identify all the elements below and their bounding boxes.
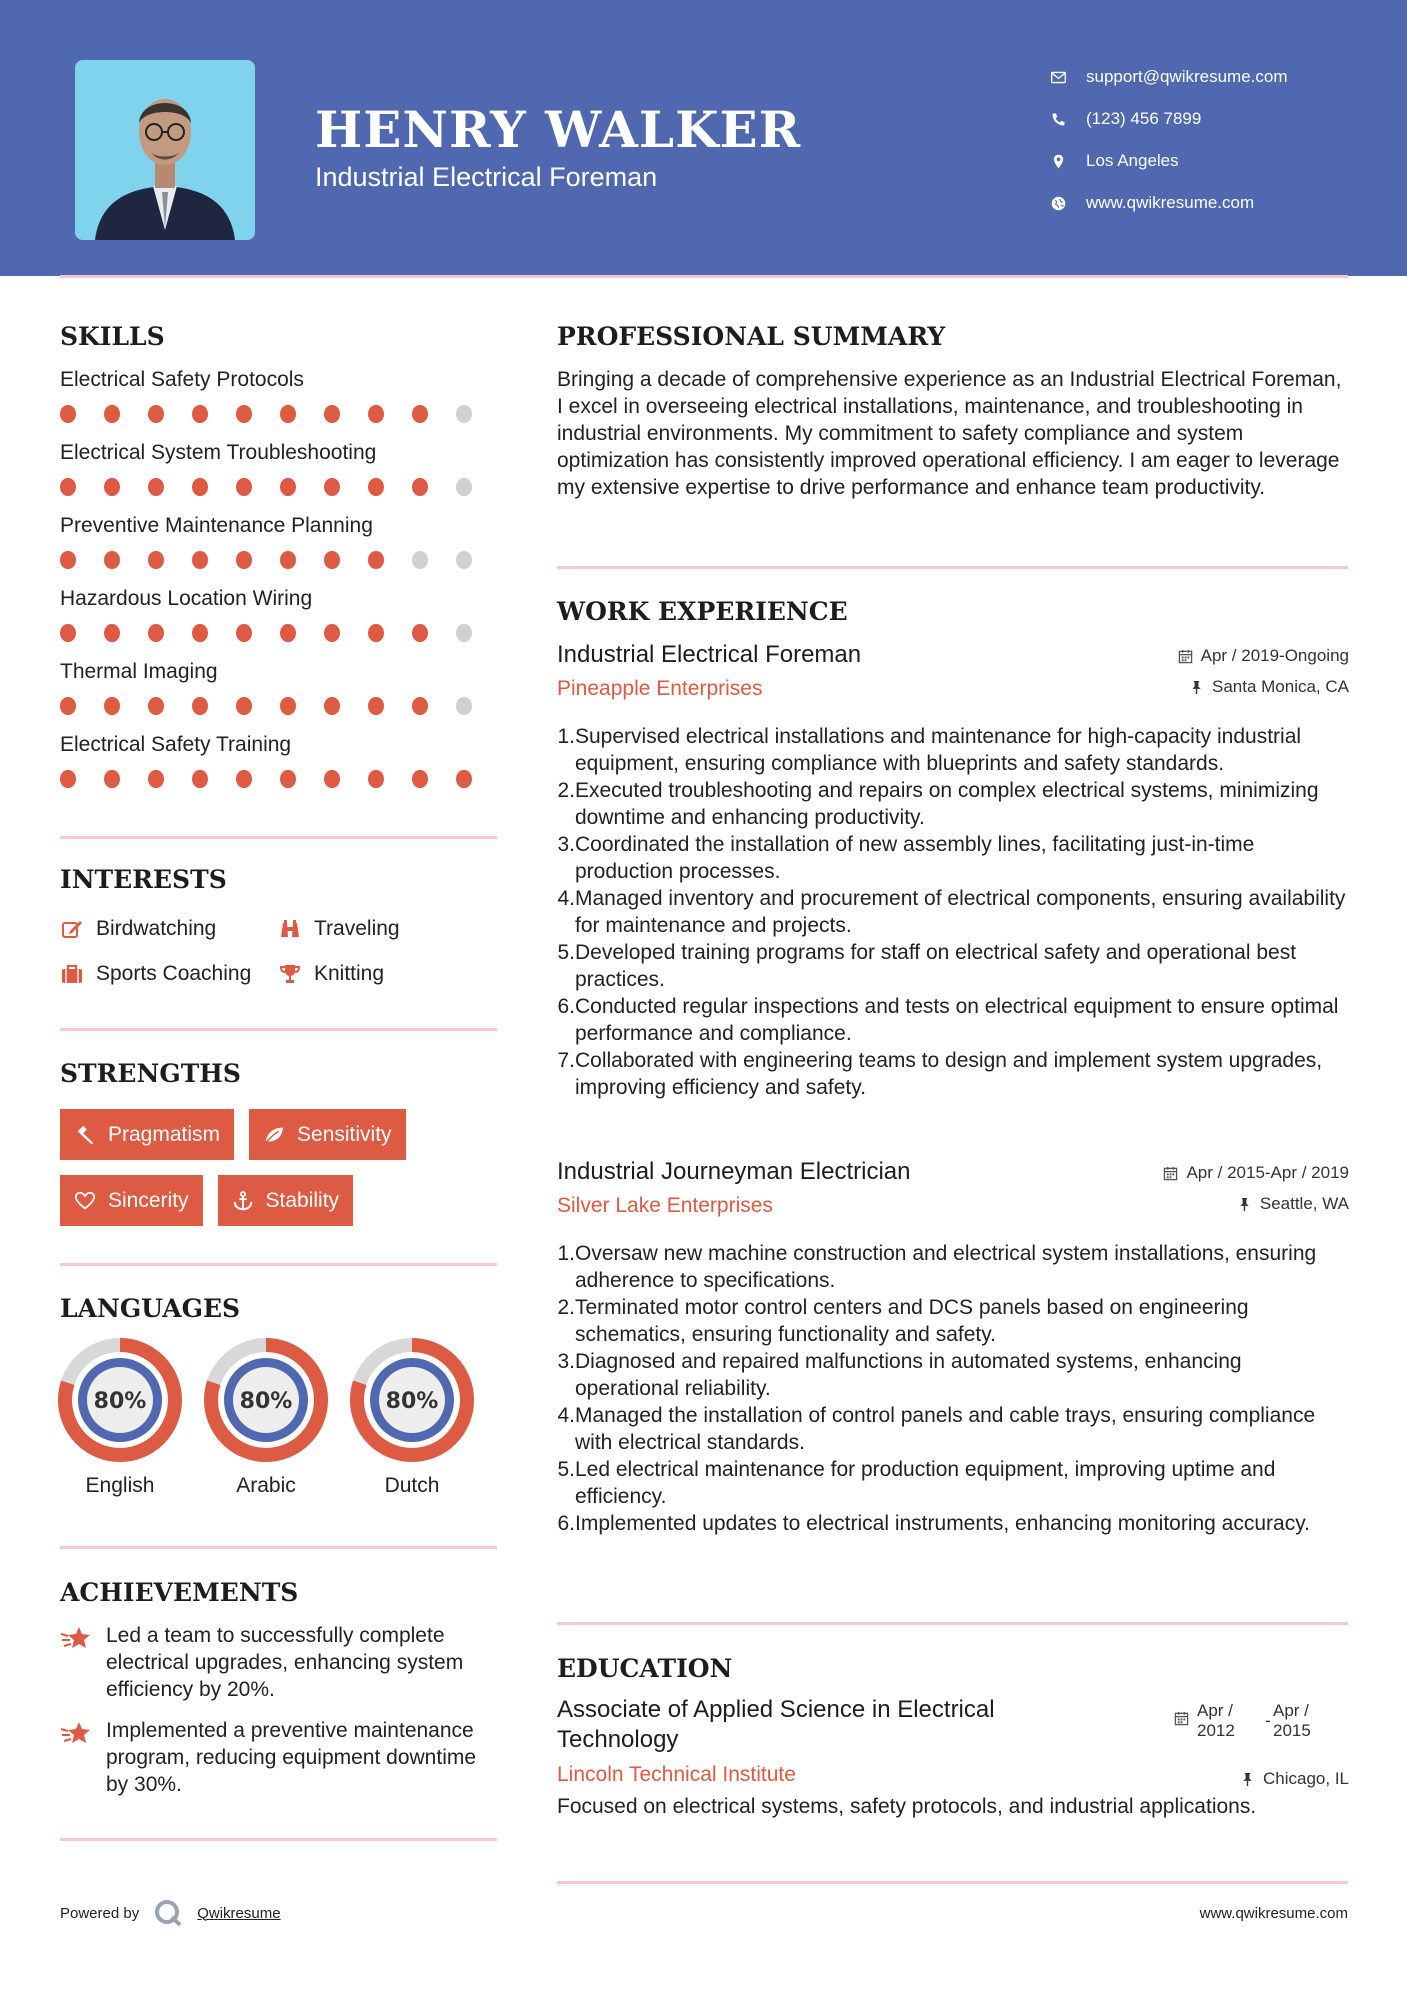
bullet-number: 6. bbox=[557, 995, 575, 1018]
achievement-text: Implemented a preventive maintenance program, reducing equipment downtime by 30%. bbox=[106, 1719, 477, 1796]
pushpin-icon bbox=[1237, 1197, 1252, 1212]
job-bullet bbox=[557, 1402, 1349, 1456]
rating-dot-filled bbox=[236, 405, 252, 423]
skills-list bbox=[60, 365, 500, 803]
language-name: Dutch bbox=[384, 1474, 440, 1497]
bullet-number: 2. bbox=[557, 1296, 575, 1319]
bullet-number: 5. bbox=[557, 941, 575, 964]
interest-label: Birdwatching bbox=[96, 916, 217, 940]
job-company: Silver Lake Enterprises bbox=[557, 1194, 773, 1217]
rating-dot-empty bbox=[412, 551, 428, 569]
contact-email[interactable] bbox=[1050, 56, 1380, 98]
languages-list bbox=[58, 1338, 498, 1498]
job-date bbox=[1178, 646, 1349, 666]
bullet-text: Led electrical maintenance for production equipment, improving uptime and efficiency. bbox=[575, 1458, 1276, 1508]
leaf-icon bbox=[263, 1124, 285, 1146]
bullet-number: 5. bbox=[557, 1458, 575, 1481]
rating-dot-filled bbox=[148, 697, 164, 715]
language-item bbox=[204, 1338, 350, 1498]
rating-dot-filled bbox=[60, 697, 76, 715]
education-description: Focused on electrical systems, safety protocols, and industrial applications. bbox=[557, 1795, 1257, 1818]
rating-dot-filled bbox=[104, 697, 120, 715]
rating-dot-filled bbox=[368, 624, 384, 642]
rating-dot-empty bbox=[456, 478, 472, 496]
star-award-icon bbox=[60, 1625, 92, 1651]
job-bullet bbox=[557, 1294, 1349, 1348]
interest-item bbox=[278, 917, 400, 941]
rating-dot-filled bbox=[60, 624, 76, 642]
language-gauge bbox=[204, 1338, 328, 1462]
achievement-item bbox=[60, 1622, 500, 1703]
education-location bbox=[1240, 1769, 1349, 1789]
header bbox=[0, 0, 1407, 276]
strengths-divider bbox=[60, 1263, 497, 1266]
rating-dot-filled bbox=[104, 770, 120, 788]
bullet-text: Terminated motor control centers and DCS panels based on engineering schematics, ensuring functionality and safety. bbox=[575, 1296, 1249, 1346]
rating-dot-filled bbox=[236, 770, 252, 788]
skill-item bbox=[60, 438, 500, 511]
powered-by-label: Powered by bbox=[60, 1904, 140, 1922]
job-date bbox=[1163, 1163, 1349, 1183]
education-start-month: Apr / bbox=[1197, 1701, 1233, 1720]
gauge-label: 80% bbox=[385, 1389, 439, 1414]
interest-label: Traveling bbox=[314, 916, 400, 940]
rating-dot-filled bbox=[280, 624, 296, 642]
achievements-list bbox=[60, 1622, 500, 1812]
rating-dot-filled bbox=[60, 478, 76, 496]
rating-dot-filled bbox=[236, 478, 252, 496]
skill-item bbox=[60, 584, 500, 657]
briefcase-icon bbox=[60, 962, 84, 986]
rating-dot-filled bbox=[280, 478, 296, 496]
skill-rating bbox=[60, 541, 500, 579]
bullet-number: 1. bbox=[557, 1242, 575, 1265]
skill-rating bbox=[60, 614, 500, 652]
footer-website[interactable]: www.qwikresume.com bbox=[1199, 1905, 1348, 1922]
calendar-icon bbox=[1178, 649, 1193, 664]
gauge-label: 80% bbox=[239, 1389, 293, 1414]
gauge-label: 80% bbox=[93, 1389, 147, 1414]
rating-dot-filled bbox=[60, 770, 76, 788]
job-bullets bbox=[557, 1240, 1349, 1537]
rating-dot-filled bbox=[60, 405, 76, 423]
bullet-number: 4. bbox=[557, 887, 575, 910]
skill-rating bbox=[60, 468, 500, 506]
rating-dot-filled bbox=[280, 770, 296, 788]
bullet-number: 3. bbox=[557, 833, 575, 856]
rating-dot-filled bbox=[192, 624, 208, 642]
bullet-number: 6. bbox=[557, 1512, 575, 1535]
skills-heading: SKILLS bbox=[60, 322, 165, 351]
languages-heading: LANGUAGES bbox=[60, 1294, 241, 1323]
phone-icon bbox=[1050, 111, 1086, 128]
rating-dot-empty bbox=[456, 697, 472, 715]
skill-rating bbox=[60, 687, 500, 725]
rating-dot-filled bbox=[104, 478, 120, 496]
interest-item bbox=[278, 962, 384, 986]
bullet-text: Managed inventory and procurement of electrical components, ensuring availability for maintenance and projects. bbox=[575, 887, 1346, 937]
rating-dot-filled bbox=[148, 770, 164, 788]
rating-dot-filled bbox=[456, 770, 472, 788]
summary-divider bbox=[557, 566, 1348, 569]
rating-dot-filled bbox=[280, 697, 296, 715]
job-bullet bbox=[557, 939, 1349, 993]
bullet-text: Coordinated the installation of new assembly lines, facilitating just-in-time production processes. bbox=[575, 833, 1255, 883]
rating-dot-filled bbox=[192, 405, 208, 423]
skills-divider bbox=[60, 836, 497, 839]
skill-name: Thermal Imaging bbox=[60, 660, 218, 683]
job-bullet bbox=[557, 1348, 1349, 1402]
pushpin-icon bbox=[1189, 680, 1204, 695]
rating-dot-empty bbox=[456, 405, 472, 423]
education-start-year: 2012 bbox=[1197, 1721, 1235, 1740]
rating-dot-filled bbox=[192, 770, 208, 788]
job-bullet bbox=[557, 1240, 1349, 1294]
skill-item bbox=[60, 730, 500, 803]
skill-name: Electrical Safety Training bbox=[60, 733, 292, 756]
strength-label: Pragmatism bbox=[108, 1122, 221, 1146]
job-location-text: Santa Monica, CA bbox=[1211, 677, 1349, 696]
job-date-text: Apr / 2019-Ongoing bbox=[1200, 646, 1349, 665]
education-location-text: Chicago, IL bbox=[1263, 1769, 1349, 1788]
bullet-number: 7. bbox=[557, 1049, 575, 1072]
experience-heading: WORK EXPERIENCE bbox=[557, 597, 848, 626]
language-item bbox=[58, 1338, 204, 1498]
education-end-date bbox=[1265, 1701, 1333, 1741]
rating-dot-filled bbox=[368, 478, 384, 496]
rating-dot-filled bbox=[148, 551, 164, 569]
bullet-number: 3. bbox=[557, 1350, 575, 1373]
footer-powered-by bbox=[60, 1898, 281, 1928]
job-date-text: Apr / 2015-Apr / 2019 bbox=[1186, 1163, 1349, 1182]
interests-heading: INTERESTS bbox=[60, 865, 227, 894]
qwikresume-logo-icon bbox=[153, 1898, 183, 1928]
heart-icon bbox=[74, 1190, 96, 1212]
contact-phone-text: (123) 456 7899 bbox=[1086, 109, 1202, 128]
rating-dot-filled bbox=[148, 478, 164, 496]
skill-name: Electrical Safety Protocols bbox=[60, 368, 304, 391]
bullet-text: Conducted regular inspections and tests on electrical equipment to ensure optimal performance and compliance. bbox=[575, 995, 1339, 1045]
education-date bbox=[1174, 1701, 1333, 1741]
strength-label: Sincerity bbox=[108, 1188, 189, 1212]
job-company: Pineapple Enterprises bbox=[557, 677, 763, 700]
rating-dot-filled bbox=[236, 624, 252, 642]
rating-dot-filled bbox=[368, 551, 384, 569]
calendar-icon bbox=[1174, 1711, 1189, 1726]
rating-dot-filled bbox=[192, 478, 208, 496]
rating-dot-filled bbox=[368, 770, 384, 788]
experience-divider bbox=[557, 1622, 1348, 1625]
rating-dot-filled bbox=[324, 697, 340, 715]
rating-dot-filled bbox=[192, 697, 208, 715]
rating-dot-filled bbox=[368, 405, 384, 423]
interest-item bbox=[60, 917, 278, 941]
anchor-icon bbox=[232, 1190, 254, 1212]
bullet-number: 2. bbox=[557, 779, 575, 802]
bullet-text: Diagnosed and repaired malfunctions in automated systems, enhancing operational reliability. bbox=[575, 1350, 1242, 1400]
rating-dot-filled bbox=[324, 405, 340, 423]
contact-website[interactable] bbox=[1050, 182, 1380, 224]
bullet-text: Collaborated with engineering teams to design and implement system upgrades, improving efficiency and safety. bbox=[575, 1049, 1323, 1099]
education-divider bbox=[557, 1881, 1348, 1884]
rating-dot-filled bbox=[236, 551, 252, 569]
rating-dot-filled bbox=[324, 770, 340, 788]
skill-item bbox=[60, 511, 500, 584]
rating-dot-filled bbox=[104, 405, 120, 423]
bullet-number: 1. bbox=[557, 725, 575, 748]
rating-dot-empty bbox=[456, 624, 472, 642]
header-divider bbox=[60, 275, 1348, 278]
strengths-list bbox=[60, 1109, 500, 1241]
interest-item bbox=[60, 962, 278, 986]
job-entry bbox=[557, 1158, 1349, 1537]
contact-website-text: www.qwikresume.com bbox=[1086, 193, 1255, 212]
job-location bbox=[1237, 1194, 1349, 1214]
binoculars-icon bbox=[278, 917, 302, 941]
strength-badge bbox=[218, 1175, 354, 1226]
profile-photo bbox=[75, 60, 255, 240]
contact-email-text: support@qwikresume.com bbox=[1086, 67, 1288, 86]
skill-rating bbox=[60, 395, 500, 433]
language-gauge bbox=[350, 1338, 474, 1462]
map-pin-icon bbox=[1050, 153, 1086, 170]
edit-icon bbox=[60, 917, 84, 941]
contact-location-text: Los Angeles bbox=[1086, 151, 1179, 170]
job-location bbox=[1189, 677, 1349, 697]
bullet-text: Developed training programs for staff on electrical safety and operational best practices. bbox=[575, 941, 1297, 991]
skill-item bbox=[60, 365, 500, 438]
interests-divider bbox=[60, 1028, 497, 1031]
rating-dot-filled bbox=[104, 551, 120, 569]
strength-label: Sensitivity bbox=[297, 1122, 392, 1146]
job-bullet bbox=[557, 723, 1349, 777]
pushpin-icon bbox=[1240, 1772, 1255, 1787]
rating-dot-filled bbox=[104, 624, 120, 642]
rating-dot-filled bbox=[60, 551, 76, 569]
trophy-icon bbox=[278, 962, 302, 986]
bullet-number: 4. bbox=[557, 1404, 575, 1427]
job-title: Industrial Electrical Foreman bbox=[557, 641, 862, 668]
rating-dot-filled bbox=[280, 551, 296, 569]
achievement-text: Led a team to successfully complete electrical upgrades, enhancing system efficiency by 20%. bbox=[106, 1624, 464, 1701]
interest-label: Sports Coaching bbox=[96, 961, 252, 985]
rating-dot-filled bbox=[412, 405, 428, 423]
strengths-heading: STRENGTHS bbox=[60, 1059, 241, 1088]
language-name: Arabic bbox=[236, 1474, 296, 1497]
strength-label: Stability bbox=[265, 1188, 340, 1212]
job-location-text: Seattle, WA bbox=[1259, 1194, 1349, 1213]
languages-divider bbox=[60, 1546, 497, 1549]
rating-dot-filled bbox=[280, 405, 296, 423]
skill-name: Preventive Maintenance Planning bbox=[60, 514, 373, 537]
job-bullet bbox=[557, 777, 1349, 831]
education-start-date bbox=[1197, 1701, 1253, 1741]
job-bullets bbox=[557, 723, 1349, 1101]
rating-dot-filled bbox=[236, 697, 252, 715]
interest-label: Knitting bbox=[314, 961, 385, 985]
strength-badge bbox=[60, 1175, 203, 1226]
qwikresume-link[interactable]: Qwikresume bbox=[197, 1904, 281, 1922]
education-heading: EDUCATION bbox=[557, 1654, 733, 1683]
job-bullet bbox=[557, 831, 1349, 885]
gavel-icon bbox=[74, 1124, 96, 1146]
contact-location bbox=[1050, 140, 1380, 182]
job-bullet bbox=[557, 885, 1349, 939]
job-title: Industrial Journeyman Electrician bbox=[557, 1158, 911, 1185]
skill-name: Electrical System Troubleshooting bbox=[60, 441, 377, 464]
education-date-separator: - bbox=[1265, 1711, 1271, 1730]
rating-dot-filled bbox=[192, 551, 208, 569]
bullet-text: Executed troubleshooting and repairs on complex electrical systems, minimizing downtime and enhancing productivity. bbox=[575, 779, 1319, 829]
rating-dot-filled bbox=[412, 770, 428, 788]
skill-rating bbox=[60, 760, 500, 798]
language-name: English bbox=[85, 1474, 155, 1497]
candidate-title: Industrial Electrical Foreman bbox=[315, 162, 658, 192]
job-bullet bbox=[557, 1510, 1349, 1537]
rating-dot-empty bbox=[456, 551, 472, 569]
education-end-year: 2015 bbox=[1273, 1721, 1311, 1740]
achievements-heading: ACHIEVEMENTS bbox=[60, 1578, 299, 1607]
interests-list bbox=[60, 906, 500, 996]
contact-phone[interactable] bbox=[1050, 98, 1380, 140]
achievements-divider bbox=[60, 1838, 497, 1841]
language-item bbox=[350, 1338, 496, 1498]
strength-badge bbox=[60, 1109, 234, 1160]
strength-badge bbox=[249, 1109, 406, 1160]
rating-dot-filled bbox=[148, 405, 164, 423]
star-award-icon bbox=[60, 1720, 92, 1746]
bullet-text: Implemented updates to electrical instruments, enhancing monitoring accuracy. bbox=[575, 1512, 1310, 1535]
rating-dot-filled bbox=[368, 697, 384, 715]
education-degree: Associate of Applied Science in Electrical Technology bbox=[557, 1696, 995, 1753]
rating-dot-filled bbox=[412, 478, 428, 496]
education-end-month: Apr / bbox=[1273, 1701, 1309, 1720]
rating-dot-filled bbox=[412, 624, 428, 642]
job-entry bbox=[557, 641, 1349, 1101]
envelope-icon bbox=[1050, 69, 1086, 86]
rating-dot-filled bbox=[324, 478, 340, 496]
education-entry bbox=[557, 1695, 1349, 1819]
job-bullet bbox=[557, 1047, 1349, 1101]
globe-icon bbox=[1050, 195, 1086, 212]
rating-dot-filled bbox=[412, 697, 428, 715]
summary-text: Bringing a decade of comprehensive experience as an Industrial Electrical Foreman, I excel in overseeing electrical installations, maintenance, and troubleshooting in industrial environments. My commitment to safety compliance and system optimization has consistently improved operational efficiency. I am eager to leverage my extensive expertise to drive performance and enhance team productivity. bbox=[557, 368, 1342, 499]
skill-name: Hazardous Location Wiring bbox=[60, 587, 313, 610]
job-bullet bbox=[557, 1456, 1349, 1510]
job-bullet bbox=[557, 993, 1349, 1047]
bullet-text: Supervised electrical installations and maintenance for high-capacity industrial equipment, ensuring compliance with blueprints and safety standards. bbox=[575, 725, 1302, 775]
rating-dot-filled bbox=[148, 624, 164, 642]
candidate-name: HENRY WALKER bbox=[315, 100, 802, 159]
language-gauge bbox=[58, 1338, 182, 1462]
rating-dot-filled bbox=[324, 551, 340, 569]
bullet-text: Oversaw new machine construction and electrical system installations, ensuring adherence to specifications. bbox=[575, 1242, 1317, 1292]
contact-list bbox=[1050, 56, 1380, 224]
summary-heading: PROFESSIONAL SUMMARY bbox=[557, 322, 946, 351]
achievement-item bbox=[60, 1717, 500, 1798]
education-school: Lincoln Technical Institute bbox=[557, 1763, 796, 1786]
bullet-text: Managed the installation of control panels and cable trays, ensuring compliance with electrical standards. bbox=[575, 1404, 1316, 1454]
skill-item bbox=[60, 657, 500, 730]
calendar-icon bbox=[1163, 1166, 1178, 1181]
rating-dot-filled bbox=[324, 624, 340, 642]
